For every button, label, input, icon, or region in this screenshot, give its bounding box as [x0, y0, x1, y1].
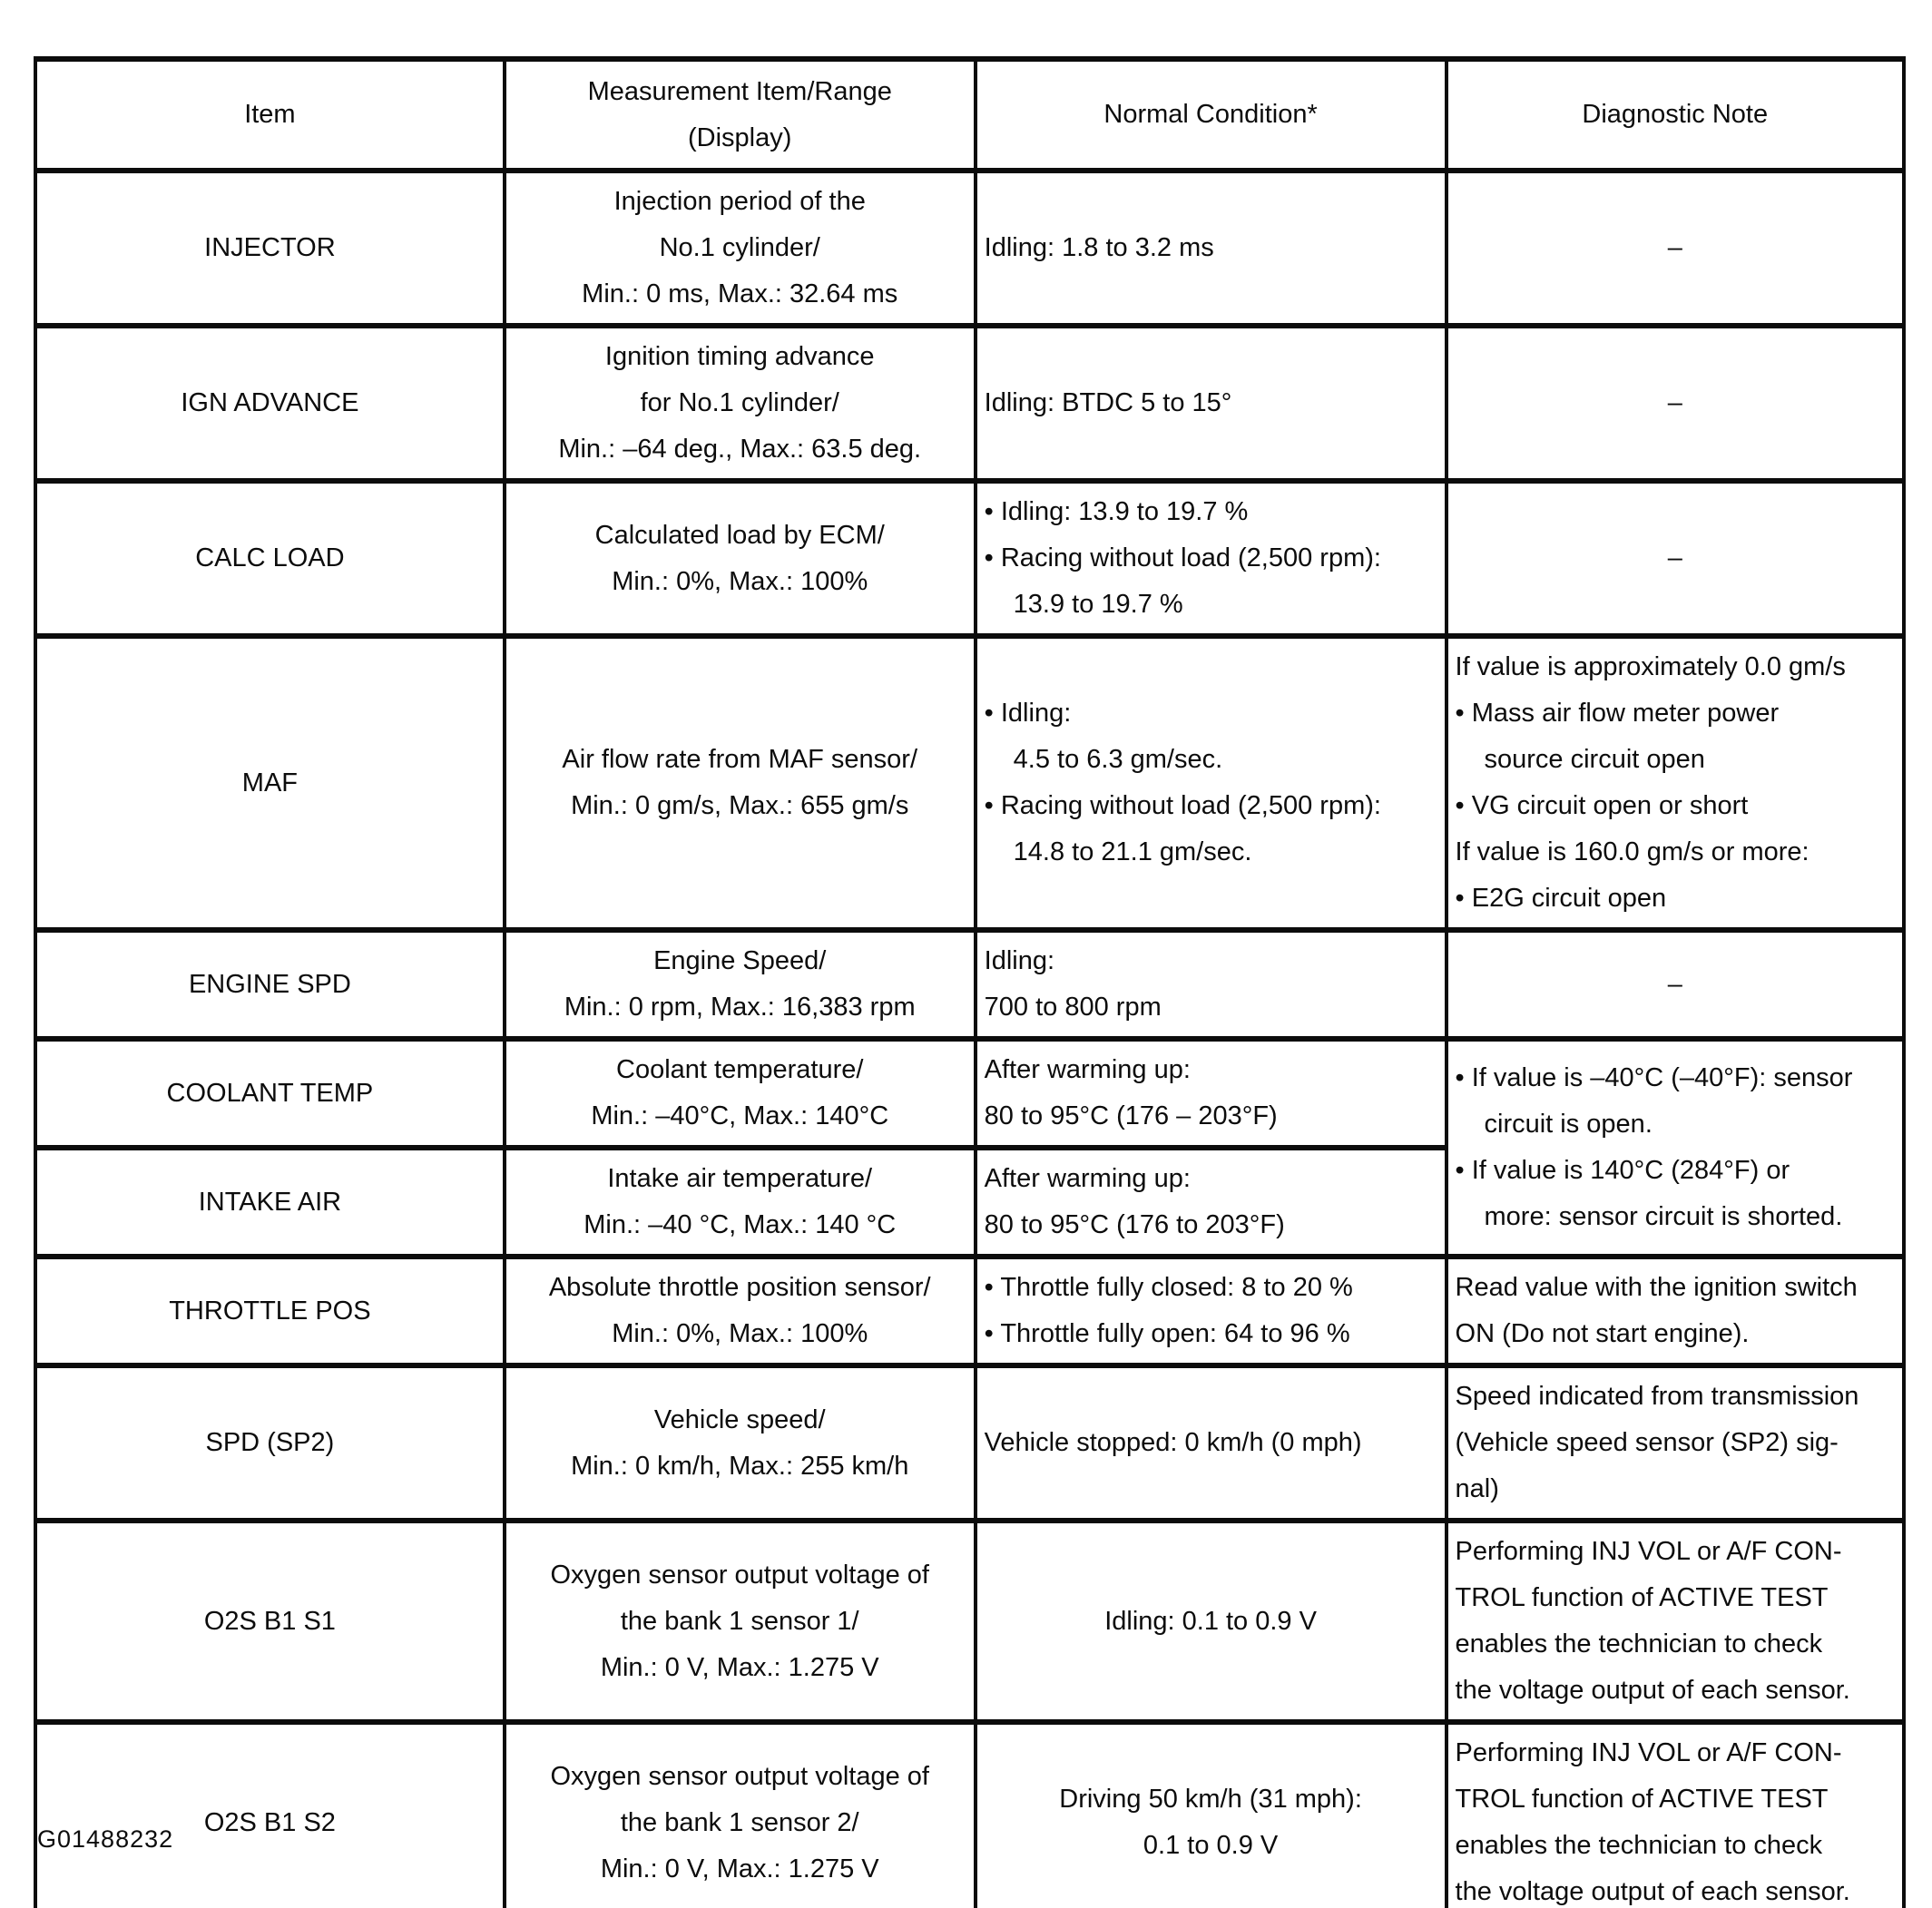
diagnostic-note-cell: If value is approximately 0.0 gm/s • Mass air flow meter power source circuit open • VG circuit open or short If value is 160.0 gm/s or more: • E2G circuit open	[1447, 636, 1904, 930]
item-label: THROTTLE POS	[169, 1296, 371, 1326]
normal-condition-cell: • Throttle fully closed: 8 to 20 % • Throttle fully open: 64 to 96 %	[976, 1257, 1447, 1365]
item-cell	[35, 1521, 505, 1722]
table-row-calc-load	[35, 481, 1904, 636]
diagnostic-note-cell: –	[1447, 481, 1904, 636]
item-cell	[35, 1365, 505, 1521]
header-diagnostic-note-label: Diagnostic Note	[1582, 100, 1769, 129]
item-cell	[35, 930, 505, 1039]
normal-condition-cell: Idling: 1.8 to 3.2 ms	[976, 171, 1447, 326]
normal-condition-cell: • Idling: 13.9 to 19.7 % • Racing without load (2,500 rpm): 13.9 to 19.7 %	[976, 481, 1447, 636]
measurement-cell: Calculated load by ECM/ Min.: 0%, Max.: 100%	[505, 481, 976, 636]
measurement-cell: Injection period of the No.1 cylinder/ Min.: 0 ms, Max.: 32.64 ms	[505, 171, 976, 326]
col-header-normal-condition	[976, 59, 1447, 171]
col-header-measurement	[505, 59, 976, 171]
diagnostic-note-cell-merged: • If value is –40°C (–40°F): sensor circuit is open. • If value is 140°C (284°F) or more: sensor circuit is shorted.	[1447, 1039, 1904, 1257]
normal-condition-cell: • Idling: 4.5 to 6.3 gm/sec. • Racing without load (2,500 rpm): 14.8 to 21.1 gm/sec.	[976, 636, 1447, 930]
item-label: MAF	[241, 768, 298, 797]
table-row-coolant-temp	[35, 1039, 1904, 1148]
item-cell	[35, 326, 505, 481]
diagnostic-data-table	[34, 56, 1906, 1908]
item-label: IGN ADVANCE	[181, 388, 359, 417]
col-header-diagnostic-note	[1447, 59, 1904, 171]
header-normal-condition-label: Normal Condition*	[1103, 100, 1318, 129]
diagnostic-note-cell: Performing INJ VOL or A/F CON- TROL function of ACTIVE TEST enables the technician to check the voltage output of each sensor.	[1447, 1722, 1904, 1908]
measurement-cell: Absolute throttle position sensor/ Min.: 0%, Max.: 100%	[505, 1257, 976, 1365]
table-row-maf	[35, 636, 1904, 930]
item-label: O2S B1 S1	[203, 1606, 336, 1636]
table-row-engine-spd	[35, 930, 1904, 1039]
item-cell	[35, 171, 505, 326]
normal-condition-cell: Idling: 0.1 to 0.9 V	[976, 1521, 1447, 1722]
item-cell	[35, 636, 505, 930]
diagnostic-note-cell: –	[1447, 171, 1904, 326]
table-row-injector	[35, 171, 1904, 326]
normal-condition-cell: Idling: 700 to 800 rpm	[976, 930, 1447, 1039]
item-cell	[35, 1148, 505, 1257]
col-header-item	[35, 59, 505, 171]
normal-condition-cell: After warming up: 80 to 95°C (176 – 203°F)	[976, 1039, 1447, 1148]
measurement-cell: Oxygen sensor output voltage of the bank 1 sensor 1/ Min.: 0 V, Max.: 1.275 V	[505, 1521, 976, 1722]
measurement-cell: Intake air temperature/ Min.: –40 °C, Max.: 140 °C	[505, 1148, 976, 1257]
item-label: ENGINE SPD	[188, 969, 351, 999]
normal-condition-cell: Idling: BTDC 5 to 15°	[976, 326, 1447, 481]
item-label: CALC LOAD	[195, 543, 345, 572]
header-item-label: Item	[244, 100, 296, 129]
item-cell	[35, 1257, 505, 1365]
table-row-throttle-pos	[35, 1257, 1904, 1365]
item-cell	[35, 1722, 505, 1908]
diagnostic-note-cell: Read value with the ignition switch ON (Do not start engine).	[1447, 1257, 1904, 1365]
normal-condition-cell: Vehicle stopped: 0 km/h (0 mph)	[976, 1365, 1447, 1521]
diagnostic-note-cell: –	[1447, 326, 1904, 481]
item-cell	[35, 1039, 505, 1148]
table-row-o2s-b1-s2	[35, 1722, 1904, 1908]
item-label: INTAKE AIR	[198, 1187, 342, 1217]
measurement-cell: Ignition timing advance for No.1 cylinder/ Min.: –64 deg., Max.: 63.5 deg.	[505, 326, 976, 481]
measurement-cell: Air flow rate from MAF sensor/ Min.: 0 gm/s, Max.: 655 gm/s	[505, 636, 976, 930]
normal-condition-cell: Driving 50 km/h (31 mph): 0.1 to 0.9 V	[976, 1722, 1447, 1908]
measurement-cell: Engine Speed/ Min.: 0 rpm, Max.: 16,383 rpm	[505, 930, 976, 1039]
measurement-cell: Oxygen sensor output voltage of the bank 1 sensor 2/ Min.: 0 V, Max.: 1.275 V	[505, 1722, 976, 1908]
table-row-spd-sp2	[35, 1365, 1904, 1521]
header-row	[35, 59, 1904, 171]
header-measurement-label-line1: Measurement Item/Range	[587, 76, 892, 106]
figure-id: G01488232	[37, 1825, 174, 1853]
diagnostic-note-cell: –	[1447, 930, 1904, 1039]
normal-condition-cell: After warming up: 80 to 95°C (176 to 203°F)	[976, 1148, 1447, 1257]
measurement-cell: Coolant temperature/ Min.: –40°C, Max.: 140°C	[505, 1039, 976, 1148]
item-label: INJECTOR	[204, 233, 336, 262]
header-measurement-label-line2: (Display)	[688, 122, 792, 152]
item-label: O2S B1 S2	[203, 1807, 336, 1837]
table-row-ign-advance	[35, 326, 1904, 481]
diagnostic-note-cell: Speed indicated from transmission (Vehicle speed sensor (SP2) sig- nal)	[1447, 1365, 1904, 1521]
item-cell	[35, 481, 505, 636]
diagnostic-note-cell: Performing INJ VOL or A/F CON- TROL function of ACTIVE TEST enables the technician to check the voltage output of each sensor.	[1447, 1521, 1904, 1722]
item-label: COOLANT TEMP	[166, 1078, 374, 1108]
table-row-o2s-b1-s1	[35, 1521, 1904, 1722]
item-label: SPD (SP2)	[205, 1428, 335, 1457]
measurement-cell: Vehicle speed/ Min.: 0 km/h, Max.: 255 km/h	[505, 1365, 976, 1521]
